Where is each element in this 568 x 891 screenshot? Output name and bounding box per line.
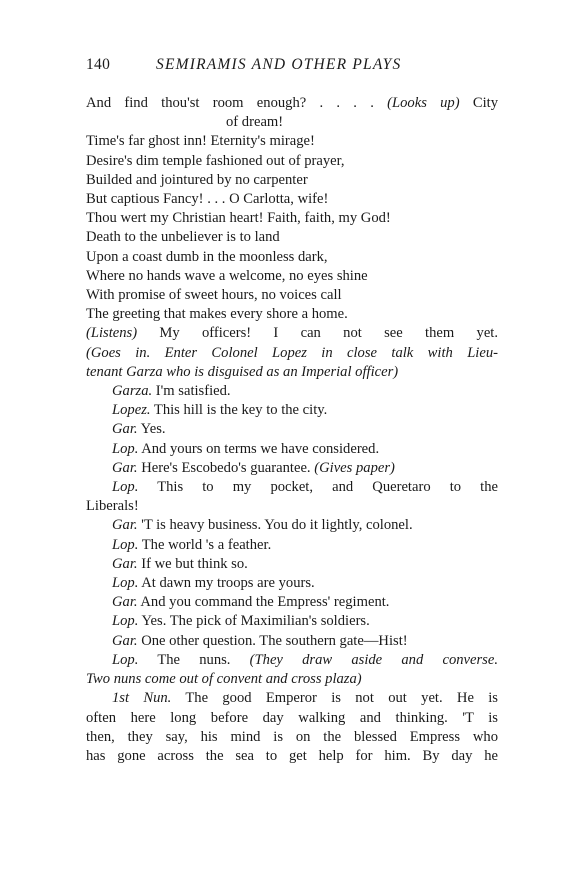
verse-line: Thou wert my Christian heart! Faith, faith, my God! [86,210,391,227]
prose-line: then, they say, his mind is on the blessed Empress who [86,728,498,745]
dialogue-line: Gar. And you command the Empress' regiment. [112,594,390,611]
speaker-name: Lop. [112,613,139,630]
verse-line: Builded and jointured by no carpenter [86,171,308,188]
verse-line: Time's far ghost inn! Eternity's mirage! [86,133,315,150]
speaker-name: 1st Nun. [112,690,172,707]
speaker-name: Lop. [112,440,139,457]
stage-direction: (Goes in. Enter Colonel Lopez in close talk with Lieu- [86,344,498,361]
dialogue-continuation: Liberals! [86,498,139,515]
speaker-name: Gar. [112,632,138,649]
prose-line: has gone across the sea to get help for him. By day he [86,747,498,764]
prose-line: 1st Nun. The good Emperor is not out yet. He is [112,690,498,707]
verse-line: Upon a coast dumb in the moonless dark, [86,248,328,265]
speaker-name: Gar. [112,459,138,476]
dialogue-line: Gar. 'T is heavy business. You do it lightly, colonel. [112,517,413,534]
speaker-name: Gar. [112,517,138,534]
dialogue-line: Gar. Here's Escobedo's guarantee. (Gives paper) [112,459,395,476]
dialogue-line: Garza. I'm satisfied. [112,383,231,400]
speaker-name: Lop. [112,536,139,553]
stage-direction: tenant Garza who is disguised as an Imperial officer) [86,363,399,380]
dialogue-line: Lopez. This hill is the key to the city. [112,402,328,419]
speaker-name: Lopez. [112,402,151,419]
verse-line: But captious Fancy! . . . O Carlotta, wife! [86,191,329,208]
speaker-name: Gar. [112,594,138,611]
speaker-name: Lop. [112,479,139,496]
verse-line: of dream! [226,114,284,131]
dialogue-line: Gar. One other question. The southern gate—Hist! [112,632,408,649]
dialogue-line: Gar. Yes. [112,421,166,438]
verse-line: With promise of sweet hours, no voices call [86,287,342,304]
verse-line: Death to the unbeliever is to land [86,229,280,246]
page-number: 140 [86,56,111,73]
dialogue-line: Lop. The world 's a feather. [112,536,272,553]
verse-line: Where no hands wave a welcome, no eyes shine [86,267,368,284]
speaker-name: Garza. [112,383,153,400]
dialogue-line: Gar. If we but think so. [112,555,248,572]
dialogue-line: Lop. This to my pocket, and Queretaro to the [112,479,498,496]
stage-direction: Two nuns come out of convent and cross plaza) [86,671,362,688]
dialogue-line: Lop. At dawn my troops are yours. [112,575,315,592]
prose-line: often here long before day walking and thinking. 'T is [86,709,498,726]
play-text [86,94,498,766]
verse-line: Desire's dim temple fashioned out of prayer, [86,152,345,169]
speaker-name: Lop. [112,575,139,592]
speaker-name: Lop. [112,651,139,668]
verse-line: (Listens) My officers! I can not see them yet. [86,325,498,342]
verse-line: The greeting that makes every shore a home. [86,306,348,323]
dialogue-line: Lop. Yes. The pick of Maximilian's soldiers. [112,613,370,630]
dialogue-line: Lop. The nuns. (They draw aside and converse. [112,651,498,668]
speaker-name: Gar. [112,421,138,438]
dialogue-line: Lop. And yours on terms we have considered. [112,440,380,457]
speaker-name: Gar. [112,555,138,572]
book-title: SEMIRAMIS AND OTHER PLAYS [156,56,402,73]
verse-line: And find thou'st room enough? . . . . (Looks up) City [86,95,498,111]
running-head [86,56,528,74]
